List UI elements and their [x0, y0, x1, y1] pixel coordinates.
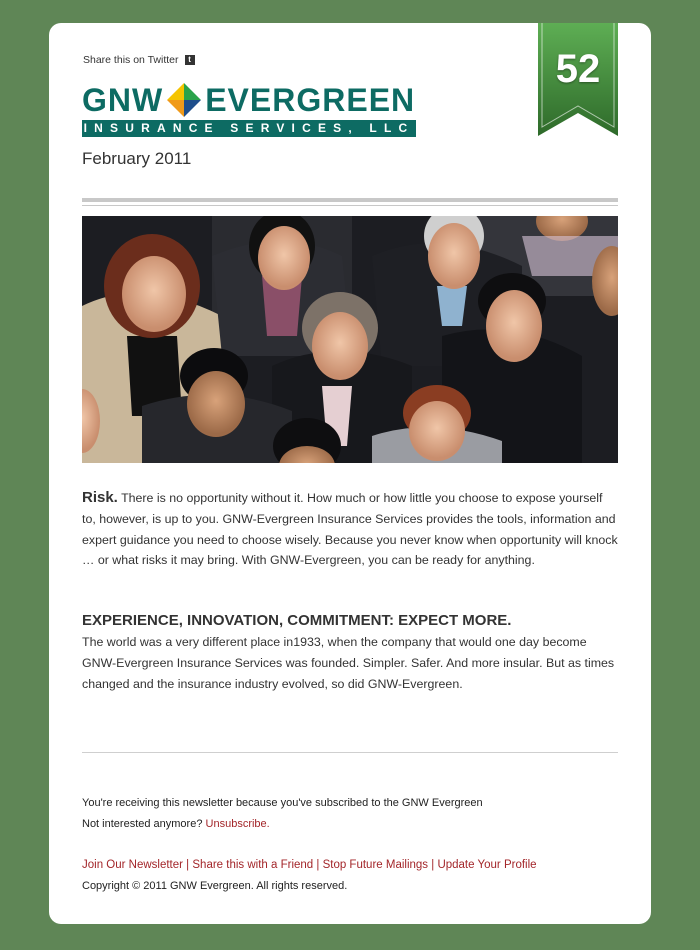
footer-links	[82, 859, 537, 871]
separator: |	[182, 859, 193, 871]
newsletter-card	[49, 23, 651, 924]
section-heading: EXPERIENCE, INNOVATION, COMMITMENT: EXPECT MORE.	[82, 612, 512, 629]
join-newsletter-link[interactable]: Join Our Newsletter	[82, 859, 183, 871]
section-body: The world was a very different place in1933, when the company that would one day become GNW-Evergreen Insurance Services was founded. Simpler. Safer. And more insular. But as times changed and the insurance industry evolved, so did GNW-Evergreen.	[82, 635, 615, 691]
business-people-photo	[82, 216, 618, 463]
divider	[82, 198, 618, 202]
footer-divider	[82, 752, 618, 753]
separator: |	[428, 859, 438, 871]
intro-body: There is no opportunity without it. How much or how little you choose to expose yourself to, however, is up to you. GNW-Evergreen Insurance Services provides the tools, information and expert guidance you need to choose wisely. Because you never know when opportunity will knock … or what risks it may bring. With GNW-Evergreen, you can be ready for anything.	[82, 491, 618, 568]
update-profile-link[interactable]: Update Your Profile	[437, 859, 537, 871]
separator: |	[313, 859, 323, 871]
company-logo	[82, 82, 416, 138]
issue-badge	[538, 23, 618, 136]
diamond-logo-icon	[167, 83, 201, 117]
divider	[82, 205, 618, 206]
twitter-icon[interactable]: t	[185, 55, 195, 65]
hero-image	[82, 216, 618, 463]
lead-word: Risk.	[82, 489, 118, 506]
not-interested-text: Not interested anymore?	[82, 818, 206, 830]
copyright: Copyright © 2011 GNW Evergreen. All rights reserved.	[82, 880, 348, 892]
share-with-friend-link[interactable]: Share this with a Friend	[192, 859, 314, 871]
subscription-notice: You're receiving this newsletter because you've subscribed to the GNW Evergreen	[82, 797, 483, 809]
share-on-twitter-link[interactable]	[83, 54, 195, 66]
logo-text-gnw: GNW	[82, 82, 164, 118]
unsubscribe-line	[82, 818, 270, 830]
share-label: Share this on Twitter	[83, 54, 179, 66]
issue-number: 52	[555, 47, 601, 91]
article-intro	[82, 488, 618, 571]
issue-date: February 2011	[82, 149, 192, 168]
unsubscribe-link[interactable]: Unsubscribe.	[205, 818, 270, 830]
logo-text-evergreen: EVERGREEN	[205, 82, 416, 118]
logo-subtitle: INSURANCE SERVICES, LLC	[83, 121, 415, 135]
stop-mailings-link[interactable]: Stop Future Mailings	[322, 859, 429, 871]
